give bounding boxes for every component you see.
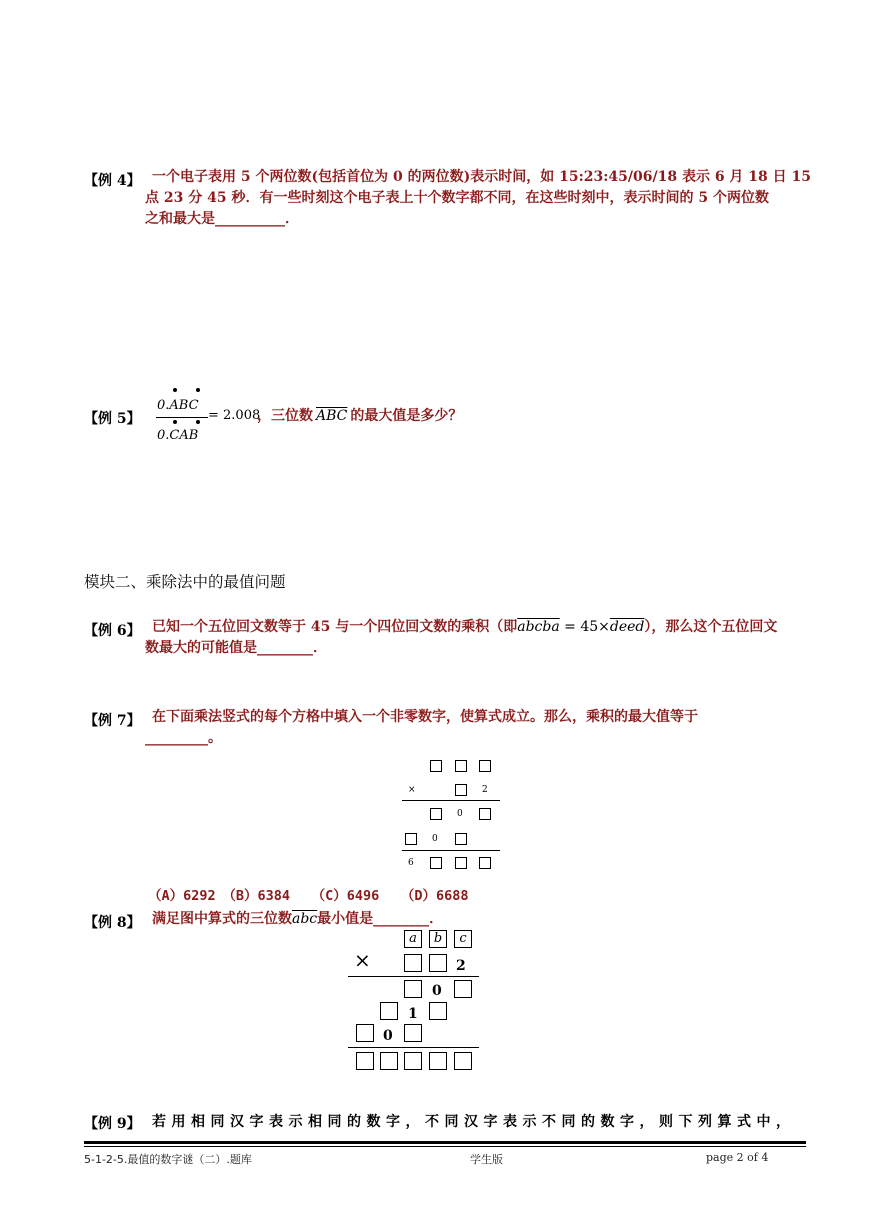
example-7-text [145,707,812,749]
digit-zero: 0 [432,983,442,999]
digit-box[interactable] [380,1052,398,1070]
repeating-dot-a [173,388,177,392]
example-4-line-3: 之和最大是__________． [145,211,299,227]
digit-box[interactable] [455,833,467,845]
digit-box[interactable] [356,1024,374,1042]
example-9-text: 若用相同汉字表示相同的数字，不同汉字表示不同的数字，则下列算式中， [152,1114,796,1130]
fraction-numerator: 0.ABC [157,398,199,413]
equals-45-times: = 45× [559,619,610,635]
times-sign: × [354,948,371,972]
digit-zero: 0 [432,834,438,844]
digit-box[interactable] [380,1002,398,1020]
digit-box[interactable] [455,784,467,796]
example-4-text [145,167,812,230]
overline-abc: $\overline{ABC}$ [316,408,348,424]
example-7-options: （A）6292 （B）6384 （C）6496 （D）6688 [148,888,469,904]
footer-rule-thin [84,1146,806,1147]
example-8-tag: 【例 8】 [84,915,141,931]
example-4-tag: 【例 4】 [84,173,141,189]
digit-box[interactable] [404,1052,422,1070]
digit-box[interactable] [404,1024,422,1042]
digit-two: 2 [456,958,466,974]
repeating-dot-c2 [173,420,177,424]
example-8-multiplication [340,926,490,1076]
question-suffix: 的最大值是多少？ [350,408,463,424]
digit-box[interactable] [479,760,491,772]
fraction-denominator: 0.CAB [157,428,199,443]
overline-deed: deed [609,619,645,635]
example-6-prefix: 已知一个五位回文数等于 45 与一个四位回文数的乘积（即 [152,619,518,635]
example-6-tag: 【例 6】 [84,623,141,639]
example-9-tag: 【例 9】 [84,1116,141,1132]
digit-box[interactable] [479,857,491,869]
fraction-equals: = 2.008 [208,408,261,423]
footer-doc-title: 5-1-2-5.最值的数字谜（二）.题库 [84,1153,252,1166]
rule-line [348,1047,479,1048]
example-7-line-1: 在下面乘法竖式的每个方格中填入一个非零数字，使算式成立。那么，乘积的最大值等于 [152,709,698,725]
repeating-dot-c [196,388,200,392]
rule-line [402,850,500,851]
example-7-line-2: _________。 [145,730,222,746]
example-6-suffix: ），那么这个五位回文 [644,619,778,635]
digit-box[interactable] [429,1002,447,1020]
overline-abc-lower: $\overline{abc}$ [292,911,318,927]
section-title: 模块二、乘除法中的最值问题 [84,573,286,591]
digit-box[interactable] [404,954,422,972]
example-6-line-2: 数最大的可能值是________． [145,640,327,656]
letter-box-a: a [404,930,422,948]
repeating-dot-b [196,420,200,424]
footer-edition: 学生版 [470,1153,503,1166]
footer-rule-thick [84,1141,806,1144]
letter-box-c: c [454,930,472,948]
footer-page-number: page 2 of 4 [706,1151,769,1164]
example-8-suffix: 最小值是________． [317,911,444,927]
overline-abcba: abcba [517,619,560,635]
digit-box[interactable] [430,760,442,772]
digit-zero: 0 [457,809,463,819]
example-5-tag: 【例 5】 [84,411,141,427]
digit-box[interactable] [429,1052,447,1070]
digit-box[interactable] [430,857,442,869]
example-4-line-2: 点 23 分 45 秒．有一些时刻这个电子表上十个数字都不同，在这些时刻中，表示时间的 5 个两位数 [145,190,769,206]
digit-box[interactable] [356,1052,374,1070]
digit-one: 1 [408,1006,418,1022]
example-4-line-1: 一个电子表用 5 个两位数(包括首位为 0 的两位数)表示时间，如 15:23:45/06/18 表示 6 月 18 日 15 [152,169,812,185]
digit-box[interactable] [454,980,472,998]
example-5-question [257,406,462,427]
digit-box[interactable] [404,980,422,998]
digit-box[interactable] [429,954,447,972]
digit-box[interactable] [430,808,442,820]
digit-box[interactable] [455,857,467,869]
digit-six: 6 [408,858,414,868]
digit-box[interactable] [479,808,491,820]
example-7-multiplication [400,756,510,876]
times-sign: × [408,785,416,795]
digit-box[interactable] [455,760,467,772]
rule-line [402,800,500,801]
question-prefix: ，三位数 [257,408,313,424]
example-8-prefix: 满足图中算式的三位数 [152,911,292,927]
example-6-text [145,617,812,659]
example-5-fraction [155,388,215,448]
digit-box[interactable] [454,1052,472,1070]
fraction-bar [156,417,208,418]
letter-box-b: b [429,930,447,948]
example-7-tag: 【例 7】 [84,713,141,729]
digit-two: 2 [482,785,488,795]
digit-zero: 0 [383,1028,393,1044]
digit-box[interactable] [405,833,417,845]
rule-line [348,976,479,977]
